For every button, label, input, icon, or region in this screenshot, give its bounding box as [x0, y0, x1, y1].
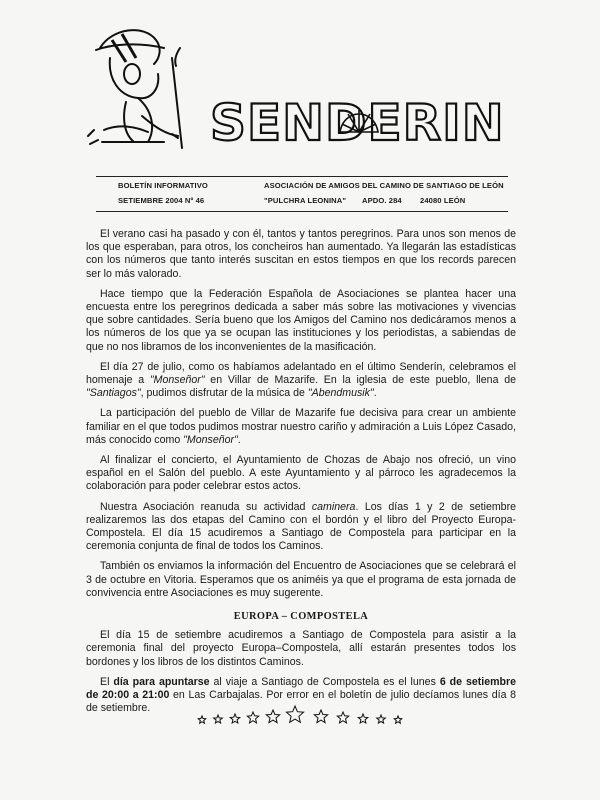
postal-city: 24080 LEÓN — [420, 196, 466, 205]
paragraph: Hace tiempo que la Federación Española de Asociaciones se plantea hacer una encuesta entre los peregrinos dedicada a saber más sobre las motivaciones y vivencias que sobre cantidades. Sería bueno que los Amigos del Camino nos dedicáramos menos a los números de los que ya se ocupan las instituciones y los periodistas, a sabiendas de que no nos libramos de los inconvenientes de la masificación. — [86, 287, 516, 353]
article-body — [86, 228, 516, 723]
star-icon — [198, 716, 206, 723]
masthead-title: SENDERIN — [210, 94, 505, 152]
paragraph: El día 27 de julio, como os habíamos adelantado en el último Senderín, celebramos el homenaje a "Monseñor" en Villar de Mazarife. En la iglesia de este pueblo, llena de "Santiagos", pudimos disfrutar de la música de "Abendmusik". — [86, 360, 516, 400]
association-name: ASOCIACIÓN DE AMIGOS DEL CAMINO DE SANTIAGO DE LEÓN — [264, 181, 504, 190]
masthead — [82, 18, 522, 168]
star-icon — [314, 710, 327, 723]
masthead-info-bar — [96, 176, 508, 212]
star-icon — [394, 716, 402, 723]
star-icon — [247, 712, 258, 723]
star-icon — [377, 715, 386, 723]
paragraph: Al finalizar el concierto, el Ayuntamiento de Chozas de Abajo nos ofreció, un vino español en el Salón del pueblo. A este Ayuntamiento y al párroco les agradecemos la colaboración para poder celebrar estos actos. — [86, 454, 516, 493]
star-icon — [358, 714, 368, 723]
stars-row-icon — [196, 704, 406, 730]
paragraph: El día para apuntarse al viaje a Santiago de Compostela es el lunes 6 de setiembre de 20:00 a 21:00 en Las Carbajalas. Por error en el boletín de julio decíamos lunes día 8 de setiembre. — [86, 675, 517, 715]
star-icon — [214, 715, 223, 723]
paragraph: El verano casi ha pasado y con él, tantos y tantos peregrinos. Para unos son menos de los que esperaban, para otros, los concheiros han aumentado. Ya llegarán las estadísticas con los números que tanto interés suscitan en estos tiempos en que los records parecen ser lo más valorado. — [86, 228, 516, 280]
bulletin-label: BOLETÍN INFORMATIVO — [118, 181, 208, 190]
section-heading: EUROPA – COMPOSTELA — [233, 611, 369, 623]
issue-date: SETIEMBRE 2004 Nº 46 — [118, 196, 205, 205]
star-icon — [266, 710, 279, 723]
paragraph: La participación del pueblo de Villar de Mazarife fue decisiva para crear un ambiente familiar en el que todos pudimos mostrar nuestro cariño y admiración a Luis López Casado, más conocido como "Monseñor". — [86, 407, 516, 446]
star-icon — [337, 712, 348, 723]
po-box: APDO. 284 — [362, 196, 402, 205]
paragraph: También os enviamos la información del Encuentro de Asociaciones que se celebrará el 3 de octubre en Vitoria. Esperamos que os animéis ya que el programa de esta jornada de convivencia entre Asociaciones es muy sugerente. — [86, 560, 516, 599]
pilgrim-cartoon-icon — [82, 18, 522, 168]
star-icon — [230, 714, 240, 723]
association-motto: "PULCHRA LEONINA" — [264, 196, 347, 205]
star-icon — [286, 706, 303, 722]
paragraph: El día 15 de setiembre acudiremos a Santiago de Compostela para asistir a la ceremonia final del proyecto Europa–Compostela, allí estarán presentes todos los bordones y los libros de los distintos Caminos. — [86, 629, 516, 668]
paragraph: Nuestra Asociación reanuda su actividad caminera. Los días 1 y 2 de setiembre realizaremos las dos etapas del Camino con el bordón y el libro del Proyecto Europa-Compostela. El día 15 acudiremos a Santiago de Compostela para participar en la ceremonia conjunta de final de todos los Caminos. — [86, 500, 516, 553]
